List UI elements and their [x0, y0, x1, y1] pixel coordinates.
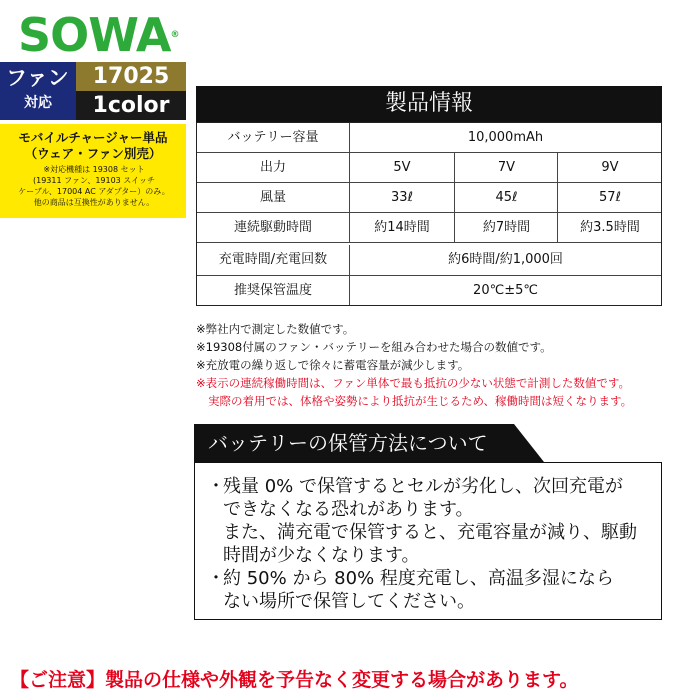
note-line: ※弊社内で測定した数値です。 [196, 322, 355, 336]
bullet: ・ [207, 476, 225, 497]
registered-mark: ® [170, 30, 179, 40]
storage-heading: バッテリーの保管方法について [208, 431, 488, 455]
charge-value: 約6時間/約1,000回 [448, 252, 563, 267]
storage-temp-value: 20℃±5℃ [473, 283, 538, 298]
list-item [207, 475, 623, 498]
list-item [207, 590, 475, 613]
color-count: 1color [92, 93, 170, 118]
compat-note [6, 164, 182, 208]
storage-heading-banner [194, 424, 544, 462]
compat-line: 他の商品は互換性がありません。 [33, 198, 155, 207]
model-number: 17025 [76, 62, 186, 91]
storage-temp-label: 推奨保管温度 [197, 276, 350, 305]
note-line: ※充放電の繰り返しで徐々に蓄電容量が減少します。 [196, 358, 470, 372]
list-item [207, 498, 474, 521]
table-row [197, 245, 661, 276]
output-label: 出力 [197, 153, 350, 182]
compat-line: ケーブル、17004 AC アダプター）のみ。 [18, 187, 170, 196]
battery-label: バッテリー容量 [197, 123, 350, 152]
spec-table [196, 122, 662, 306]
storage-line: 約 50% から 80% 程度充電し、高温多湿になら [223, 568, 614, 589]
output-7v: 7V [454, 153, 558, 182]
list-item [207, 521, 637, 544]
battery-value: 10,000mAh [467, 130, 544, 145]
table-row [197, 123, 661, 153]
table-row [197, 276, 661, 305]
airflow-9v: 57ℓ [557, 183, 662, 212]
runtime-9v: 約3.5時間 [557, 213, 662, 242]
airflow-7v: 45ℓ [454, 183, 558, 212]
compat-label: 対応 [24, 95, 52, 111]
storage-line: 残量 0% で保管するとセルが劣化し、次回充電が [223, 476, 623, 497]
change-notice: 【ご注意】製品の仕様や外観を予告なく変更する場合があります。 [10, 669, 579, 691]
airflow-5v: 33ℓ [391, 190, 413, 205]
bullet: ・ [207, 568, 225, 589]
fan-compat-tag [0, 62, 76, 120]
spec-heading: 製品情報 [196, 86, 662, 122]
table-row [197, 153, 661, 183]
list-item [207, 567, 614, 590]
runtime-7v: 約7時間 [454, 213, 558, 242]
storage-line: できなくなる恐れがあります。 [223, 499, 474, 520]
product-info-box [0, 124, 186, 218]
product-subtitle: （ウェア・ファン別売） [24, 146, 162, 161]
compat-line: (19311 ファン、19103 スイッチ [33, 176, 155, 185]
output-9v: 9V [557, 153, 662, 182]
runtime-warning: 実際の着用では、体格や姿勢により抵抗が生じるため、稼働時間は短くなります。 [208, 394, 633, 408]
sowa-logo [18, 8, 179, 62]
model-tag [76, 62, 186, 120]
airflow-label: 風量 [197, 183, 350, 212]
notes [196, 320, 700, 410]
charge-label: 充電時間/充電回数 [197, 245, 350, 275]
storage-line: また、満充電で保管すると、充電容量が減り、駆動 [223, 522, 637, 543]
table-row [197, 213, 661, 243]
output-5v: 5V [393, 160, 411, 175]
table-row [197, 183, 661, 213]
note-line: ※19308付属のファン・バッテリーを組み合わせた場合の数値です。 [196, 340, 552, 354]
runtime-label: 連続駆動時間 [197, 213, 350, 242]
fan-label: ファン [6, 66, 69, 90]
runtime-warning: ※表示の連続稼働時間は、ファン単体で最も抵抗の少ない状態で計測した数値です。 [196, 376, 630, 390]
logo-text: SOWA [18, 8, 171, 62]
list-item [207, 544, 420, 567]
compat-line: ※対応機種は 19308 セット [43, 165, 145, 174]
storage-line: 時間が少なくなります。 [223, 545, 420, 566]
runtime-5v: 約14時間 [374, 220, 430, 235]
storage-line: ない場所で保管してください。 [223, 591, 475, 612]
product-title: モバイルチャージャー単品 [18, 130, 168, 145]
storage-box [194, 462, 662, 620]
